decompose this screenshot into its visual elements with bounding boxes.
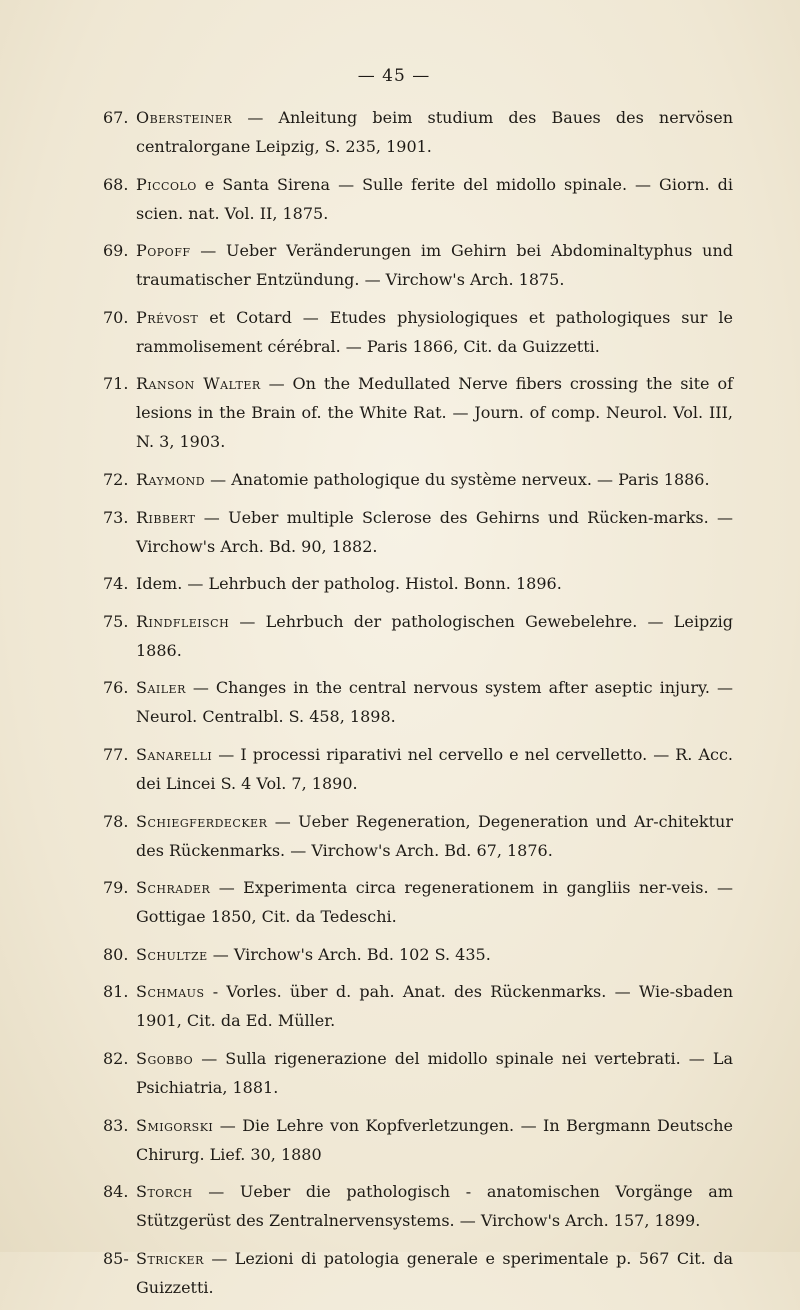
reference-number: 85- [103, 1248, 129, 1268]
reference-author: Storch [136, 1182, 193, 1202]
reference-author: Schiegferdecker [136, 811, 268, 831]
reference-number: 70. [103, 307, 129, 327]
reference-number: 75. [103, 611, 129, 631]
reference-text: — Ueber Regeneration, Degeneration und Ar-chitektur des Rückenmarks. — Virchow's Arch. Bd. 67, 1876. [136, 811, 733, 860]
reference-text: — Ueber die pathologisch - anatomischen Vorgänge am Stützgerüst des Zentralnervensystems. — Virchow's Arch. 157, 1899. [136, 1182, 733, 1231]
reference-item [103, 1044, 733, 1102]
reference-item [103, 1177, 733, 1235]
reference-item [103, 1244, 733, 1302]
reference-text: — On the Medullated Nerve fibers crossing the site of lesions in the Brain of. the White Rat. — Journ. of comp. Neurol. Vol. III, N. 3, 1903. [136, 374, 734, 452]
reference-number: 67. [103, 108, 129, 127]
reference-author: Ranson Walter [136, 374, 261, 394]
reference-text: — Ueber Veränderungen im Gehirn bei Abdominaltyphus und traumatischer Entzündung. — Virchow's Arch. 1875. [136, 241, 733, 290]
reference-text: - Vorles. über d. pah. Anat. des Rückenmarks. — Wie-sbaden 1901, Cit. da Ed. Müller. [136, 982, 733, 1031]
reference-author: Prévost [136, 307, 199, 327]
reference-text: et Cotard — Etudes physiologiques et pathologiques sur le rammolisement cérébral. — Paris 1866, Cit. da Guizzetti. [136, 307, 733, 356]
reference-item [103, 607, 733, 665]
reference-number: 81. [103, 982, 129, 1002]
reference-item [103, 103, 733, 161]
reference-item [103, 503, 733, 561]
reference-text: — Sulla rigenerazione del midollo spinale nei vertebrati. — La Psichiatria, 1881. [136, 1048, 733, 1097]
reference-text: — I processi riparativi nel cervello e nel cervelletto. — R. Acc. dei Lincei S. 4 Vol. 7, 1890. [136, 744, 733, 793]
reference-item [103, 940, 733, 969]
reference-author: Sgobbo [136, 1048, 194, 1068]
reference-text: — Anatomie pathologique du système nerveux. — Paris 1886. [205, 469, 710, 489]
reference-item [103, 369, 733, 456]
reference-author: Sanarelli [136, 744, 213, 764]
reference-author: Piccolo [136, 174, 197, 194]
reference-item [103, 236, 733, 294]
reference-author: Sailer [136, 678, 186, 698]
reference-list [103, 103, 733, 1310]
reference-text: — Die Lehre von Kopfverletzungen. — In Bergmann Deutsche Chirurg. Lief. 30, 1880 [136, 1115, 733, 1164]
reference-text: — Experimenta circa regenerationem in gangliis ner-veis. — Gottigae 1850, Cit. da Tedeschi. [136, 878, 733, 927]
reference-author: Schrader [136, 878, 211, 898]
reference-author: Obersteiner [136, 108, 233, 127]
reference-number: 71. [103, 374, 129, 394]
reference-number: 79. [103, 878, 129, 898]
reference-text: — Ueber multiple Sclerose des Gehirns und Rücken-marks. — Virchow's Arch. Bd. 90, 1882. [136, 507, 733, 556]
reference-number: 80. [103, 944, 129, 964]
reference-author: Raymond [136, 469, 206, 489]
reference-number: 69. [103, 241, 129, 261]
reference-item [103, 465, 733, 494]
reference-text: e Santa Sirena — Sulle ferite del midollo spinale. — Giorn. di scien. nat. Vol. II, 1875. [136, 174, 733, 223]
reference-number: 73. [103, 507, 129, 527]
reference-number: 72. [103, 469, 129, 489]
reference-item [103, 873, 733, 931]
page-number: — 45 — [357, 66, 431, 86]
reference-item [103, 740, 733, 798]
reference-author: Smigorski [136, 1115, 214, 1135]
reference-item [103, 303, 733, 361]
reference-number: 68. [103, 174, 129, 194]
reference-author: Schultze [136, 944, 208, 964]
reference-text: — Changes in the central nervous system after aseptic injury. — Neurol. Centralbl. S. 458, 1898. [136, 678, 733, 727]
reference-text: — Lezioni di patologia generale e sperimentale p. 567 Cit. da Guizzetti. [136, 1248, 733, 1297]
reference-author: Rindfleisch [136, 611, 230, 631]
reference-number: 84. [103, 1182, 129, 1202]
reference-author: Stricker [136, 1248, 204, 1268]
reference-author: Schmaus [136, 982, 205, 1002]
reference-author: Popoff [136, 241, 191, 261]
reference-item [103, 807, 733, 865]
reference-item [103, 1111, 733, 1169]
reference-item [103, 170, 733, 228]
reference-item [103, 569, 733, 598]
reference-item [103, 977, 733, 1035]
reference-text: — Anleitung beim studium des Baues des nervösen centralorgane Leipzig, S. 235, 1901. [136, 108, 733, 156]
reference-text: Idem. — Lehrbuch der patholog. Histol. Bonn. 1896. [136, 574, 562, 594]
reference-number: 74. [103, 574, 129, 594]
reference-text: — Virchow's Arch. Bd. 102 S. 435. [207, 944, 491, 964]
reference-item [103, 673, 733, 731]
reference-number: 77. [103, 744, 129, 764]
reference-number: 76. [103, 678, 129, 698]
reference-author: Ribbert [136, 507, 196, 527]
reference-number: 82. [103, 1048, 129, 1068]
reference-text: — Lehrbuch der pathologischen Gewebelehre. — Leipzig 1886. [136, 611, 733, 660]
reference-number: 78. [103, 811, 129, 831]
reference-number: 83. [103, 1115, 129, 1135]
